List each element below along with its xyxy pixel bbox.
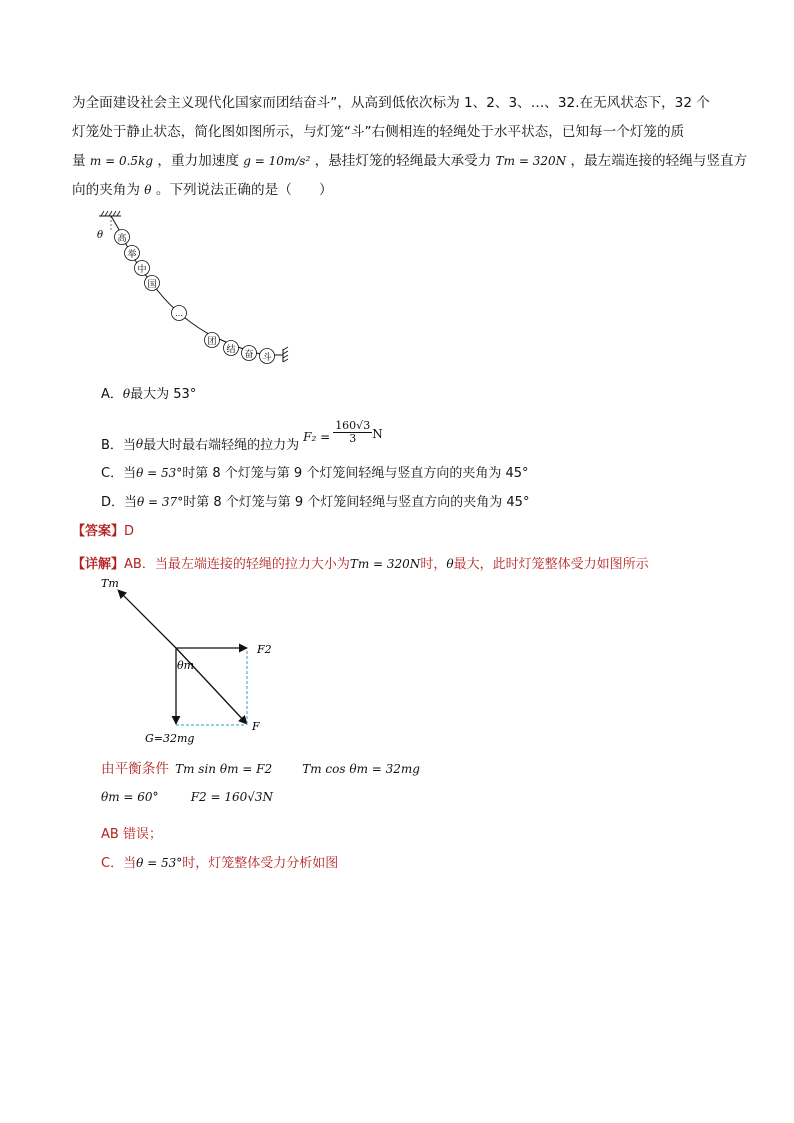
lantern-diagram: [95, 208, 310, 370]
question-line-3: [72, 155, 747, 169]
option-d: [101, 491, 529, 510]
lantern-4: [145, 276, 160, 291]
svg-text:斗: 斗: [262, 353, 272, 363]
svg-text:团: 团: [207, 337, 217, 347]
theta-symbol: θ: [446, 557, 454, 571]
detail-label: 【详解】: [72, 557, 125, 572]
detail-text: 最大，此时灯笼整体受力如图所示: [453, 557, 649, 572]
question-line-4: [72, 184, 333, 198]
svg-text:奋: 奋: [244, 350, 254, 360]
lantern-ellipsis: [172, 306, 187, 321]
lantern-3: [135, 261, 150, 276]
solution-line-1: [101, 757, 420, 777]
text: ，最左端连接的轻绳与竖直方: [570, 153, 748, 169]
option-a-text: 最大为 53°: [130, 387, 197, 402]
text: ，重力加速度: [157, 153, 239, 169]
question-line-1: 为全面建设社会主义现代化国家而团结奋斗”，从高到低依次标为 1、2、3、…、32.在无风状态下，32 个: [72, 95, 710, 111]
lantern-2: [125, 246, 140, 261]
fraction-denominator: 3: [349, 432, 357, 445]
tm-arrow: [118, 590, 176, 648]
svg-text:中: 中: [137, 265, 147, 275]
mass-formula: m = 0.5kg: [89, 154, 154, 168]
solution-text: C．当: [101, 856, 137, 871]
text: 。下列说法正确的是（ ）: [155, 182, 333, 198]
lantern-7: [242, 346, 257, 361]
tension-formula: Tm = 320N: [349, 557, 421, 571]
theta-eq: θ = 37°: [137, 495, 184, 509]
tm-label: Tm: [101, 577, 119, 590]
answer-label: 【答案】: [72, 524, 125, 539]
right-wall-hatch: [283, 347, 288, 362]
max-tension-formula: Tm = 320N: [495, 154, 567, 168]
detail-line: [72, 553, 649, 572]
lantern-1: [115, 230, 130, 245]
theta-m-label: θm: [177, 659, 195, 672]
answer-value: D: [124, 524, 135, 539]
option-b-label: B．当: [101, 438, 136, 453]
option-c-text: 时第 8 个灯笼与第 9 个灯笼间轻绳与竖直方向的夹角为 45°: [182, 466, 529, 481]
equation-2: Tm cos θm = 32mg: [302, 762, 420, 776]
svg-text:举: 举: [127, 250, 137, 260]
unit: N: [372, 426, 383, 441]
theta-eq: θ = 53°: [136, 466, 183, 480]
solution-line-2: [101, 790, 273, 805]
equation-1: Tm sin θm = F2: [175, 762, 273, 776]
b-fraction: [333, 420, 372, 445]
option-d-label: D．当: [101, 495, 138, 510]
solution-ab-wrong: AB 错误；: [101, 827, 162, 842]
option-a: [101, 383, 196, 402]
text: 量: [72, 153, 86, 169]
lantern-8: [260, 349, 275, 364]
option-a-label: A．: [101, 387, 123, 402]
text: 向的夹角为: [72, 182, 140, 198]
rope-curve: [111, 216, 283, 355]
f-label: F: [252, 720, 260, 733]
equation-3: θm = 60°: [101, 790, 159, 804]
solution-text: 由平衡条件: [101, 761, 169, 777]
gravity-formula: g = 10m/s²: [243, 154, 311, 168]
svg-text:…: …: [175, 309, 183, 318]
lantern-6: [224, 341, 239, 356]
detail-text: 时，: [420, 557, 447, 572]
theta-symbol: θ: [144, 183, 152, 197]
g-label: G=32mg: [145, 732, 195, 745]
detail-text: AB．当最左端连接的轻绳的拉力大小为: [124, 557, 350, 572]
lantern-5: [205, 333, 220, 348]
option-b: [101, 412, 383, 453]
option-c-label: C．当: [101, 466, 137, 481]
theta-symbol: θ: [135, 436, 144, 451]
f2-label: F2: [257, 643, 272, 656]
option-d-text: 时第 8 个灯笼与第 9 个灯笼间轻绳与竖直方向的夹角为 45°: [183, 495, 530, 510]
option-b-text: 最大时最右端轻绳的拉力为: [143, 438, 300, 453]
question-line-2: 灯笼处于静止状态，简化图如图所示，与灯笼“斗”右侧相连的轻绳处于水平状态，已知每一个灯笼的质: [72, 124, 685, 140]
svg-text:高: 高: [117, 234, 127, 244]
solution-text: 时，灯笼整体受力分析如图: [182, 856, 339, 871]
equation-4: F2 = 160√3N: [190, 790, 274, 804]
option-c: [101, 462, 529, 481]
theta-label: θ: [97, 230, 104, 241]
f2-symbol: F₂ =: [303, 429, 331, 444]
fraction-numerator: 160√3: [335, 418, 371, 432]
theta-symbol: θ: [122, 387, 131, 401]
answer-line: [72, 520, 134, 539]
theta-eq: θ = 53°: [136, 856, 183, 870]
ceiling-hatch: [101, 211, 120, 216]
solution-c-line: [101, 852, 338, 871]
force-diagram: [95, 573, 285, 748]
svg-text:国: 国: [147, 280, 157, 290]
svg-text:结: 结: [226, 345, 236, 355]
text: ，悬挂灯笼的轻绳最大承受力: [314, 153, 492, 169]
